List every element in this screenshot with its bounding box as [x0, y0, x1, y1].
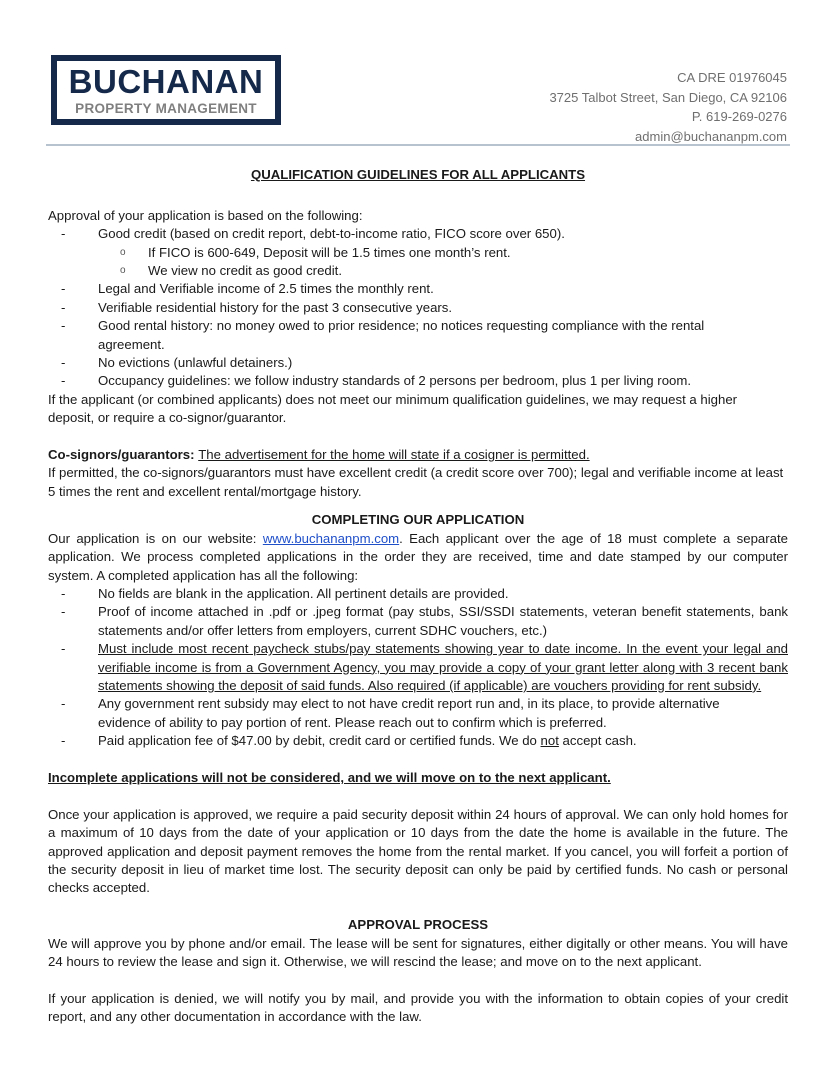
list-item: - Legal and Verifiable income of 2.5 times the monthly rent. — [48, 280, 788, 298]
dash-bullet: - — [61, 226, 66, 242]
sub-list-item: o If FICO is 600-649, Deposit will be 1.5 times one month’s rent. — [48, 244, 788, 262]
header-divider — [46, 144, 790, 146]
list-item: - Good rental history: no money owed to prior residence; no notices requesting compliance with the rental agreement. — [61, 318, 705, 352]
deposit-paragraph: Once your application is approved, we require a paid security deposit within 24 hours of approval. We can only hold homes for a maximum of 10 days from the date of your application or 10 days from the date the home is available in the future. The approved application and deposit payment removes the home from the rental market. If you cancel, you will forfeit a portion of the security deposit in lieu of market time lost. The security deposit can only be paid by certified funds. No cash or personal checks accepted. — [48, 806, 788, 896]
contact-block — [549, 68, 787, 146]
logo-wordmark: BUCHANAN — [68, 63, 264, 100]
logo-tagline: PROPERTY MANAGEMENT — [75, 101, 257, 116]
qualification-list — [48, 225, 788, 391]
denial-paragraph: If your application is denied, we will notify you by mail, and provide you with the information to obtain copies of your credit report, and any other documentation in accordance with the law. — [48, 990, 788, 1025]
website-link[interactable]: www.buchananpm.com — [262, 530, 400, 546]
dash-bullet: - — [61, 696, 66, 712]
list-item: - Occupancy guidelines: we follow industry standards of 2 persons per bedroom, plus 1 per living room. — [48, 372, 788, 390]
list-item: - Proof of income attached in .pdf or .jpeg format (pay stubs, SSI/SSDI statements, veteran benefit statements, bank statements and/or offer letters from employers, current SDHC vouchers, etc.) — [61, 604, 788, 638]
qualification-title: QUALIFICATION GUIDELINES FOR ALL APPLICANTS — [250, 167, 586, 182]
list-item: - Must include most recent paycheck stubs/pay statements showing year to date income. In the event your legal and verifiable income is from a Government Agency, you may provide a copy of your grant letter along with 3 recent bank statements showing the deposit of said funds. Also required (if applicable) are vouchers providing for rent subsidy. — [61, 641, 788, 693]
dash-bullet: - — [61, 355, 66, 371]
dash-bullet: - — [61, 373, 66, 389]
license-number: CA DRE 01976045 — [677, 70, 787, 85]
qualification-closing: If the applicant (or combined applicants) does not meet our minimum qualification guidelines, we may request a higher deposit, or require a co-signor/guarantor. — [48, 391, 738, 426]
dash-bullet: - — [61, 641, 66, 657]
dash-bullet: - — [61, 281, 66, 297]
list-item: - Any government rent subsidy may elect to not have credit report run and, in its place, to provide alternative evidence of ability to pay portion of rent. Please reach out to confirm which is preferred. — [61, 696, 720, 730]
approval-title: APPROVAL PROCESS — [347, 917, 489, 933]
list-item: - No evictions (unlawful detainers.) — [48, 354, 788, 372]
approval-paragraph: We will approve you by phone and/or email. The lease will be sent for signatures, either digitally or other means. You will have 24 hours to review the lease and sign it. Otherwise, we will rescind the lease; and move on to the next applicant. — [48, 935, 788, 969]
incomplete-warning: Incomplete applications will not be considered, and we will move on to the next applicant. — [48, 769, 611, 785]
list-item: - Verifiable residential history for the past 3 consecutive years. — [48, 299, 788, 317]
list-item: - Paid application fee of $47.00 by debit, credit card or certified funds. We do not accept cash. — [48, 732, 788, 750]
circle-bullet-icon: o — [120, 246, 126, 258]
application-title: COMPLETING OUR APPLICATION — [311, 512, 525, 528]
application-intro: Our application is on our website: www.buchananpm.com. Each applicant over the age of 18 must complete a separate application. We process completed applications in the order they are received, time and date stamped by our computer system. A completed application has all the following: — [48, 530, 788, 583]
dash-bullet: - — [61, 318, 66, 334]
list-item: - No fields are blank in the application. All pertinent details are provided. — [48, 585, 788, 603]
dash-bullet: - — [61, 604, 66, 620]
dash-bullet: - — [61, 299, 66, 315]
phone: P. 619-269-0276 — [691, 109, 787, 124]
list-item: - Good credit (based on credit report, debt-to-income ratio, FICO score over 650). o If FICO is 600-649, Deposit will be 1.5 times one month’s rent. o We view no credit as good credit. — [48, 225, 788, 280]
cosigner-label: Co-signors/guarantors — [48, 447, 191, 463]
sub-list — [98, 244, 788, 281]
dash-bullet: - — [61, 733, 66, 749]
circle-bullet-icon: o — [120, 265, 126, 277]
cosigner-notice: The advertisement for the home will state if a cosigner is permitted. — [198, 447, 590, 463]
email: admin@buchananpm.com — [635, 128, 787, 144]
cosigner-heading: Co-signors/guarantors: The advertisement for the home will state if a cosigner is permitted. — [48, 447, 590, 463]
dash-bullet: - — [61, 585, 66, 601]
qualification-intro: Approval of your application is based on the following: — [48, 207, 363, 223]
company-logo — [51, 55, 281, 125]
cosigner-requirements: If permitted, the co-signors/guarantors must have excellent credit (a credit score over 700); legal and verifiable income at least 5 times the rent and excellent rental/mortgage history. — [48, 465, 784, 499]
document-body — [48, 166, 788, 1027]
sub-list-item: o We view no credit as good credit. — [48, 262, 788, 280]
address: 3725 Talbot Street, San Diego, CA 92106 — [549, 89, 787, 105]
emphasis-not: not — [540, 733, 559, 749]
application-requirements-list — [48, 585, 788, 751]
